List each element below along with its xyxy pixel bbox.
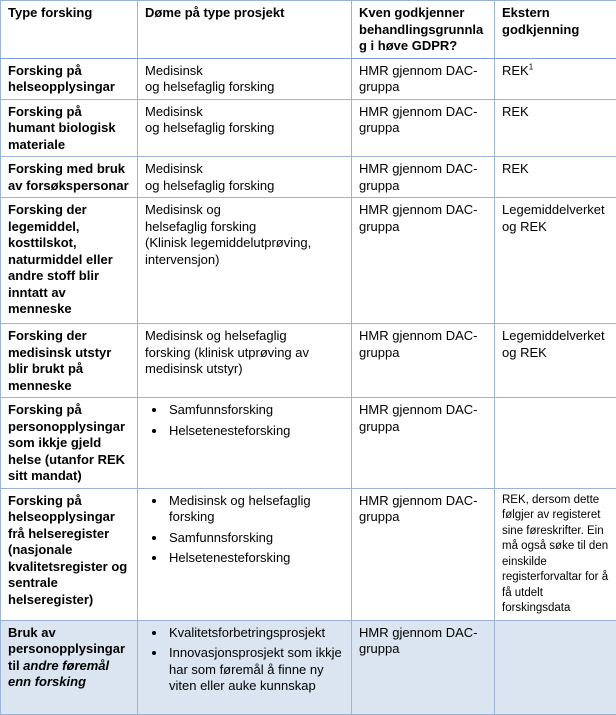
external-approval-text: REK [502,63,529,78]
example-line: Medisinsk [145,63,345,80]
project-example-cell [138,620,352,714]
bullet-list [145,493,345,567]
external-approval-cell [495,58,616,99]
list-item: • Samfunnsforsking [167,402,345,419]
table-header-row [1,1,616,59]
table-row [1,58,616,99]
list-item: • Innovasjonsprosjekt som ikkje har som føremål å finne ny viten eller auke kunnskap [167,645,345,695]
project-example-cell [138,157,352,198]
gdpr-approver-cell: HMR gjennom DAC-gruppa [352,620,495,714]
example-line: Medisinsk og helsefaglig [145,328,345,345]
research-type-cell [1,620,138,714]
list-item: • Kvalitetsforbetringsprosjekt [167,625,345,642]
external-approval-cell [495,620,616,714]
table-row [1,620,616,714]
example-line: og helsefaglig forsking [145,178,345,195]
header-gdpr-approver: Kven godkjenner behandlingsgrunnlag i høve GDPR? [352,1,495,59]
list-item: • Medisinsk og helsefaglig forsking [167,493,345,526]
project-example-cell [138,488,352,620]
research-type-cell: Forsking på personopplysingar som ikkje gjeld helse (utanfor REK sitt mandat) [1,398,138,489]
gdpr-approver-cell: HMR gjennom DAC-gruppa [352,58,495,99]
example-line: helsefaglig forsking [145,219,345,236]
example-line: Medisinsk [145,161,345,178]
example-line: intervensjon) [145,252,345,269]
list-item: • Helsetenesteforsking [167,423,345,440]
external-approval-cell: Legemiddelverket og REK [495,324,616,398]
external-approval-cell: REK [495,157,616,198]
table-row [1,99,616,157]
example-line: Medisinsk [145,104,345,121]
list-item: • Samfunnsforsking [167,530,345,547]
research-type-cell: Forsking på helseopplysingar [1,58,138,99]
table-row [1,157,616,198]
gdpr-approver-cell: HMR gjennom DAC-gruppa [352,488,495,620]
gdpr-approver-cell: HMR gjennom DAC-gruppa [352,99,495,157]
external-approval-cell: REK [495,99,616,157]
bullet-list [145,625,345,695]
table-row [1,324,616,398]
example-line: medisinsk utstyr) [145,361,345,378]
header-project-example: Døme på type prosjekt [138,1,352,59]
type-emphasis: andre føremål enn forsking [8,658,109,690]
table-row [1,198,616,324]
example-line: og helsefaglig forsking [145,79,345,96]
gdpr-approver-cell: HMR gjennom DAC-gruppa [352,157,495,198]
project-example-cell [138,198,352,324]
external-approval-cell [495,398,616,489]
research-type-cell: Forsking med bruk av forsøkspersonar [1,157,138,198]
research-type-cell: Forsking på humant biologisk materiale [1,99,138,157]
project-example-cell [138,58,352,99]
list-item: • Helsetenesteforsking [167,550,345,567]
example-line: forsking (klinisk utprøving av [145,345,345,362]
type-prefix: Bruk av personopplysingar til [8,625,125,673]
table-row [1,398,616,489]
header-research-type: Type forsking [1,1,138,59]
project-example-cell [138,324,352,398]
example-line: og helsefaglig forsking [145,120,345,137]
research-type-cell: Forsking der legemiddel, kosttilskot, naturmiddel eller andre stoff blir inntatt av menneske [1,198,138,324]
gdpr-approver-cell: HMR gjennom DAC-gruppa [352,198,495,324]
gdpr-approver-cell: HMR gjennom DAC-gruppa [352,398,495,489]
footnote-marker: 1 [529,62,533,71]
example-line: (Klinisk legemiddelutprøving, [145,235,345,252]
research-type-cell: Forsking på helseopplysingar frå helseregister (nasjonale kvalitetsregister og sentrale helseregister) [1,488,138,620]
bullet-list [145,402,345,439]
external-approval-cell: REK, dersom dette følgjer av registeret sine føreskrifter. Ein må også søke til den einskilde registerforvaltar for å få utdelt forskingsdata [495,488,616,620]
header-external-approval: Ekstern godkjenning [495,1,616,59]
table-row [1,488,616,620]
project-example-cell [138,398,352,489]
external-approval-cell: Legemiddelverket og REK [495,198,616,324]
research-type-cell: Forsking der medisinsk utstyr blir brukt på menneske [1,324,138,398]
project-example-cell [138,99,352,157]
example-line: Medisinsk og [145,202,345,219]
gdpr-approver-cell: HMR gjennom DAC-gruppa [352,324,495,398]
